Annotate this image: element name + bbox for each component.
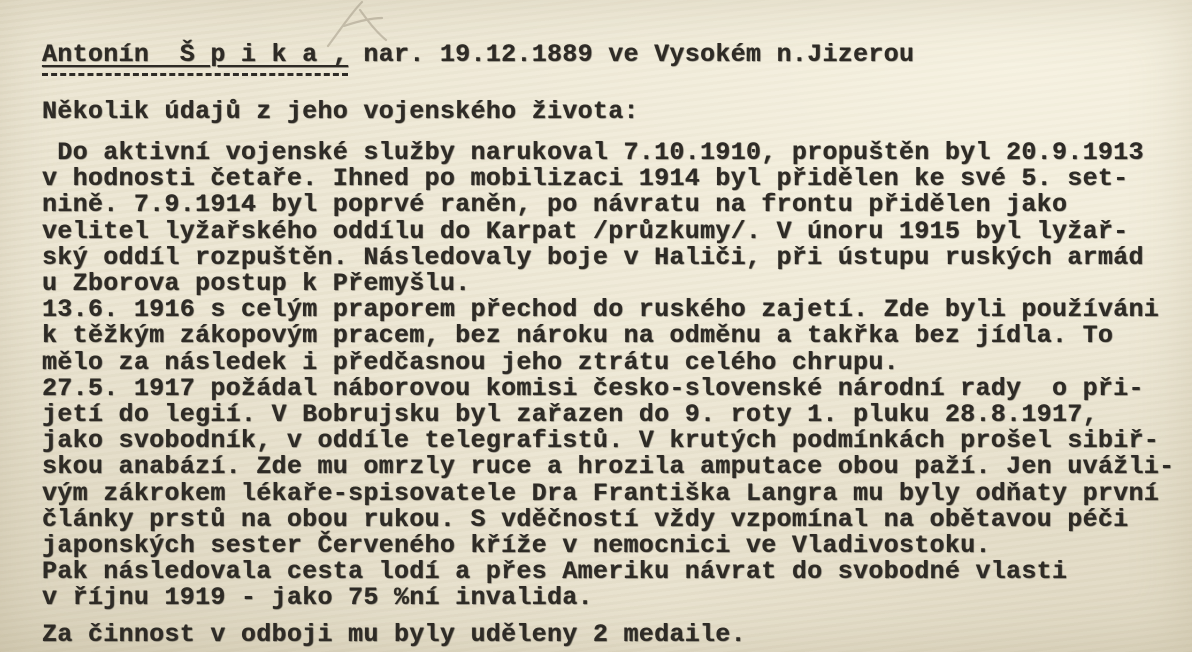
person-name: Antonín Š p i k a , [42, 40, 348, 76]
birth-info: nar. 19.12.1889 ve Vysokém n.Jizerou [348, 40, 915, 69]
document-title-line [42, 40, 1168, 76]
text-line: japonských sester Červeného kříže v nemocnici ve Vladivostoku. [42, 531, 991, 561]
text-line: jako svobodník, v oddíle telegrafistů. V krutých podmínkách prošel sibiř- [42, 426, 1160, 456]
text-line: v říjnu 1919 - jako 75 %ní invalida. [42, 583, 593, 613]
closing-line: Za činnost v odboji mu byly uděleny 2 medaile. [42, 619, 746, 649]
text-line: články prstů na obou rukou. S vděčností vždy vzpomínal na obětavou péči [42, 504, 1129, 534]
text-line: Pak následovala cesta lodí a přes Ameriku návrat do svobodné vlasti [42, 557, 1068, 587]
text-line: k těžkým zákopovým pracem, bez nároku na odměnu a takřka bez jídla. To [42, 321, 1114, 351]
page-text-block [42, 40, 1175, 649]
text-line: u Zborova postup k Přemyšlu. [42, 269, 471, 299]
text-line: 13.6. 1916 s celým praporem přechod do ruského zajetí. Zde byli používáni [42, 295, 1160, 325]
text-line: mělo za následek i předčasnou jeho ztrátu celého chrupu. [42, 347, 899, 377]
text-line: nině. 7.9.1914 byl poprvé raněn, po návratu na frontu přidělen jako [42, 190, 1068, 220]
text-line: ský oddíl rozpuštěn. Následovaly boje v Haliči, při ústupu ruských armád [42, 242, 1144, 272]
section-subtitle: Několik údajů z jeho vojenského života: [42, 97, 639, 126]
text-line: 27.5. 1917 požádal náborovou komisi česko-slovenské národní rady o při- [42, 373, 1144, 403]
text-line: velitel lyžařského oddílu do Karpat /průzkumy/. V únoru 1915 byl lyžař- [42, 216, 1129, 246]
text-line: jetí do legií. V Bobrujsku byl zařazen do 9. roty 1. pluku 28.8.1917, [42, 400, 1098, 430]
text-line: vým zákrokem lékaře-spisovatele Dra Františka Langra mu byly odňaty první [42, 478, 1160, 508]
text-line: Do aktivní vojenské služby narukoval 7.10.1910, propuštěn byl 20.9.1913 [42, 138, 1144, 167]
text-line: skou anabází. Zde mu omrzly ruce a hrozila amputace obou paží. Jen uvážli- [42, 452, 1175, 482]
biography-paragraph [42, 138, 1175, 613]
text-line: v hodnosti četaře. Ihned po mobilizaci 1914 byl přidělen ke své 5. set- [42, 164, 1129, 194]
